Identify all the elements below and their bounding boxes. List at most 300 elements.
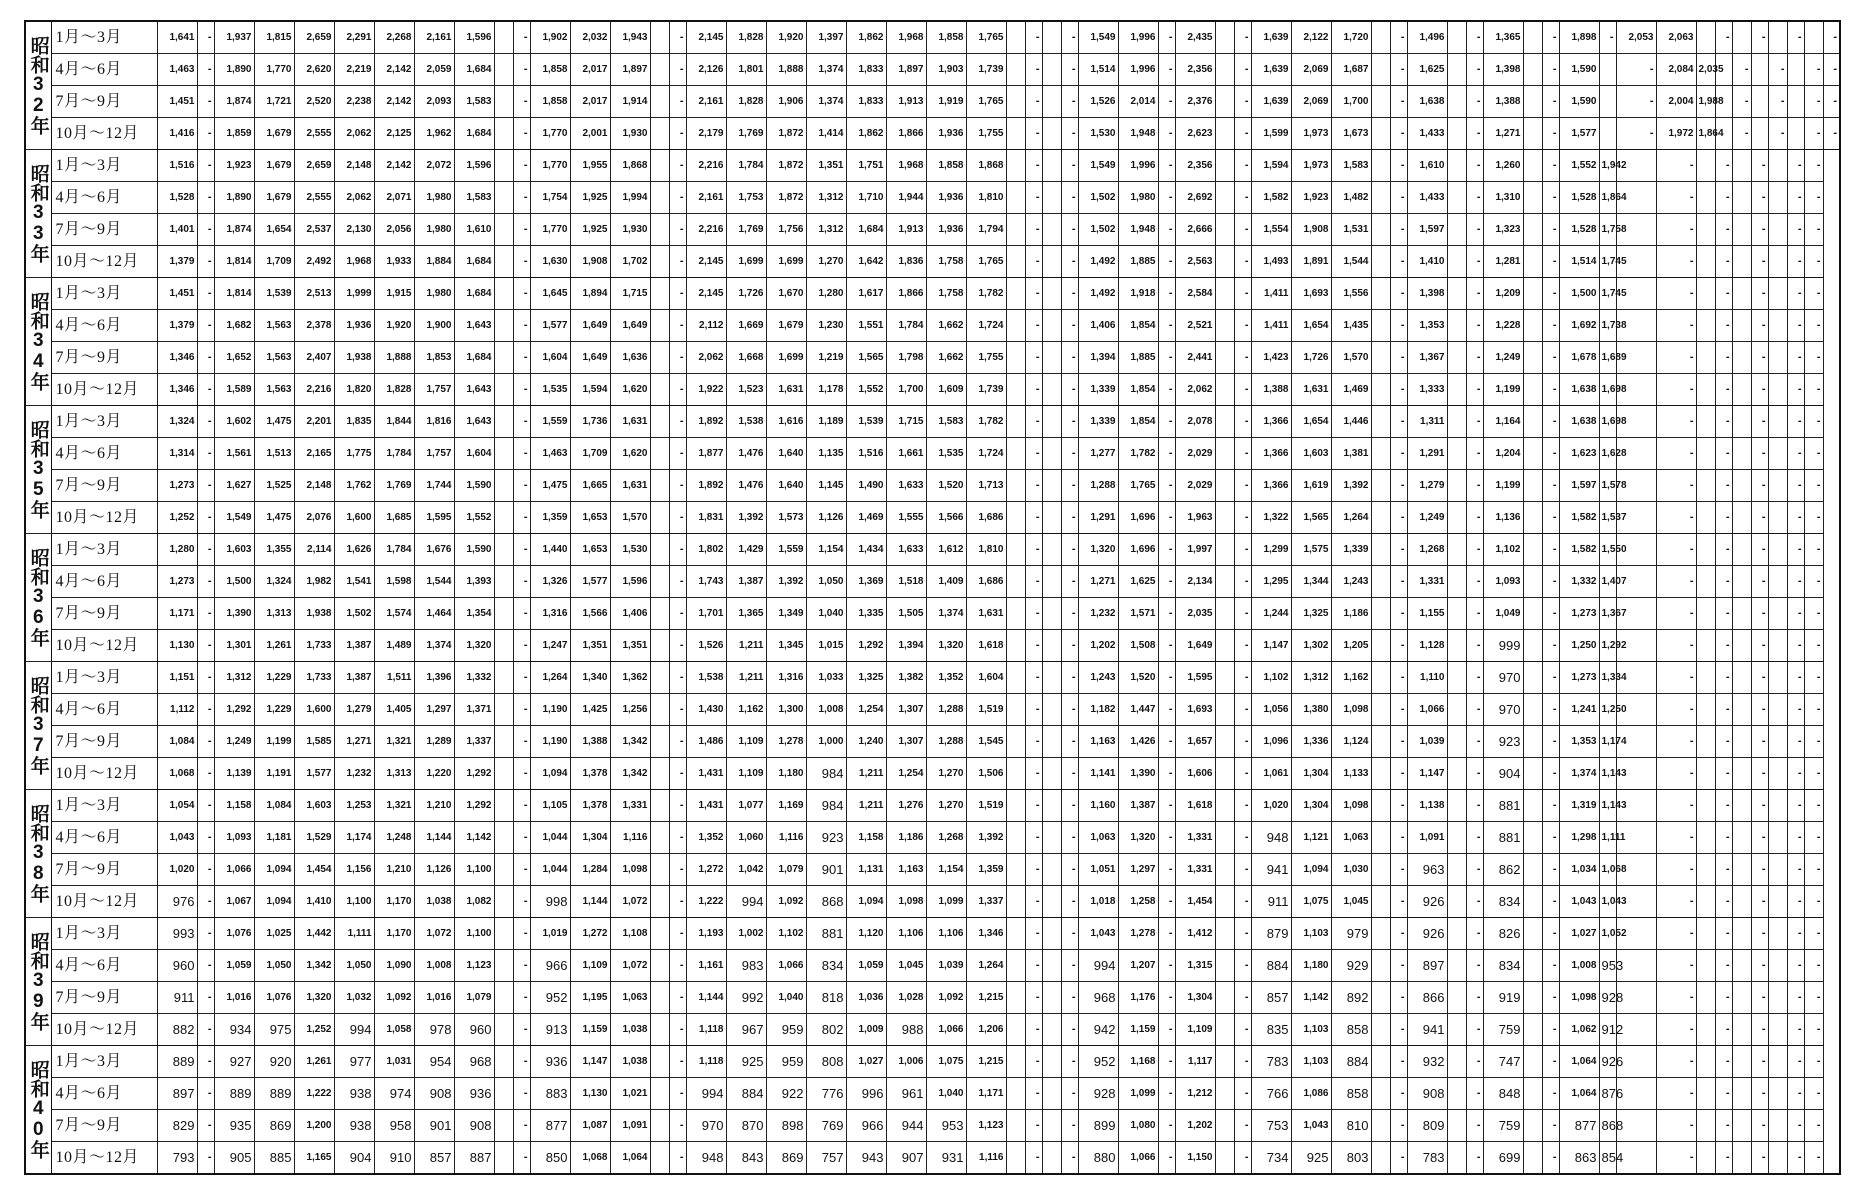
price-cell bbox=[1215, 21, 1234, 54]
price-cell: 920 bbox=[254, 1046, 294, 1078]
price-cell: 912 bbox=[1599, 1014, 1616, 1046]
price-cell: - bbox=[1234, 246, 1251, 278]
price-cell: 1,068 bbox=[1599, 854, 1616, 886]
price-cell: 1,409 bbox=[926, 566, 966, 598]
price-cell bbox=[1006, 630, 1025, 662]
price-cell: 1,662 bbox=[926, 342, 966, 374]
price-cell: - bbox=[1025, 694, 1042, 726]
price-cell: 1,331 bbox=[1175, 854, 1215, 886]
price-cell bbox=[1042, 886, 1061, 918]
price-cell bbox=[1768, 886, 1787, 918]
price-cell: 2,441 bbox=[1175, 342, 1215, 374]
price-cell: - bbox=[1234, 726, 1251, 758]
price-cell: 1,639 bbox=[1251, 21, 1291, 54]
price-cell: 1,669 bbox=[726, 310, 766, 342]
price-cell: 1,679 bbox=[254, 182, 294, 214]
price-cell: 802 bbox=[806, 1014, 846, 1046]
price-cell: - bbox=[513, 726, 530, 758]
price-cell: 1,625 bbox=[1407, 54, 1447, 86]
price-cell: - bbox=[197, 1046, 214, 1078]
price-cell: 1,082 bbox=[454, 886, 494, 918]
price-cell bbox=[494, 598, 513, 630]
price-cell: 1,108 bbox=[610, 918, 650, 950]
price-cell bbox=[1696, 726, 1715, 758]
table-row bbox=[25, 918, 1840, 950]
price-cell: 1,312 bbox=[806, 214, 846, 246]
price-cell bbox=[1447, 566, 1466, 598]
price-cell: - bbox=[1158, 918, 1175, 950]
price-cell bbox=[1768, 1014, 1787, 1046]
price-cell: 1,098 bbox=[610, 854, 650, 886]
price-cell bbox=[1732, 534, 1751, 566]
price-cell bbox=[1787, 86, 1804, 118]
price-cell: 2,148 bbox=[334, 150, 374, 182]
price-cell: - bbox=[1061, 406, 1078, 438]
price-cell: - bbox=[1715, 278, 1732, 310]
price-cell: 1,463 bbox=[157, 54, 197, 86]
price-cell: - bbox=[1542, 246, 1559, 278]
price-cell: 1,036 bbox=[846, 982, 886, 1014]
price-cell bbox=[1732, 502, 1751, 534]
price-cell: 968 bbox=[454, 1046, 494, 1078]
price-cell: 1,412 bbox=[1175, 918, 1215, 950]
price-cell: - bbox=[1025, 982, 1042, 1014]
table-row bbox=[25, 886, 1840, 918]
price-cell bbox=[1006, 1142, 1025, 1175]
price-cell bbox=[1371, 726, 1390, 758]
price-cell: 2,356 bbox=[1175, 150, 1215, 182]
price-cell: 1,571 bbox=[1118, 598, 1158, 630]
price-cell: 1,202 bbox=[1175, 1110, 1215, 1142]
price-cell: 2,291 bbox=[334, 21, 374, 54]
price-cell: 810 bbox=[1331, 1110, 1371, 1142]
price-cell: - bbox=[1234, 502, 1251, 534]
price-cell: 1,143 bbox=[1599, 758, 1616, 790]
price-cell: 1,365 bbox=[726, 598, 766, 630]
price-cell: 2,555 bbox=[294, 182, 334, 214]
price-cell bbox=[1751, 86, 1768, 118]
price-cell: 869 bbox=[254, 1110, 294, 1142]
price-cell: - bbox=[1656, 1078, 1696, 1110]
price-cell: 1,429 bbox=[726, 534, 766, 566]
price-cell: 2,161 bbox=[414, 21, 454, 54]
price-cell: - bbox=[197, 86, 214, 118]
price-cell: 1,366 bbox=[1251, 438, 1291, 470]
price-cell: - bbox=[1804, 694, 1823, 726]
price-cell: 1,733 bbox=[294, 630, 334, 662]
price-cell: 1,561 bbox=[214, 438, 254, 470]
price-cell bbox=[1006, 118, 1025, 150]
price-cell: - bbox=[1787, 1014, 1804, 1046]
price-cell: 876 bbox=[1599, 1078, 1616, 1110]
price-cell: - bbox=[1542, 502, 1559, 534]
price-cell: - bbox=[1768, 54, 1787, 86]
price-cell: - bbox=[1715, 1110, 1732, 1142]
price-cell: 1,833 bbox=[846, 54, 886, 86]
price-cell bbox=[1447, 1014, 1466, 1046]
quarter-label: 4月～6月 bbox=[51, 310, 157, 342]
price-cell bbox=[1371, 854, 1390, 886]
price-cell: 1,271 bbox=[1483, 118, 1523, 150]
price-cell bbox=[1523, 406, 1542, 438]
price-cell bbox=[1768, 21, 1787, 54]
price-cell bbox=[1215, 1142, 1234, 1175]
price-cell: - bbox=[197, 950, 214, 982]
price-cell: - bbox=[1061, 278, 1078, 310]
price-cell: - bbox=[1715, 374, 1732, 406]
price-cell: 1,820 bbox=[334, 374, 374, 406]
price-cell: 897 bbox=[157, 1078, 197, 1110]
price-cell: - bbox=[1804, 342, 1823, 374]
price-cell: 925 bbox=[1291, 1142, 1331, 1175]
price-cell bbox=[1696, 950, 1715, 982]
price-cell: - bbox=[1656, 598, 1696, 630]
price-cell: 1,189 bbox=[806, 406, 846, 438]
price-cell: - bbox=[669, 598, 686, 630]
price-cell: 1,020 bbox=[157, 854, 197, 886]
price-cell bbox=[1447, 278, 1466, 310]
price-cell bbox=[1696, 1014, 1715, 1046]
price-cell bbox=[1696, 918, 1715, 950]
price-cell: 1,170 bbox=[374, 918, 414, 950]
price-cell: - bbox=[1542, 310, 1559, 342]
price-cell: 1,147 bbox=[1251, 630, 1291, 662]
price-cell: - bbox=[1061, 694, 1078, 726]
price-cell: 1,530 bbox=[1078, 118, 1118, 150]
price-cell: 1,505 bbox=[886, 598, 926, 630]
price-cell: 1,365 bbox=[1483, 21, 1523, 54]
price-cell: - bbox=[513, 21, 530, 54]
price-cell: 1,566 bbox=[926, 502, 966, 534]
price-cell: - bbox=[1390, 342, 1407, 374]
table-row bbox=[25, 854, 1840, 886]
price-cell bbox=[494, 630, 513, 662]
price-cell: - bbox=[513, 1142, 530, 1175]
price-cell: 1,884 bbox=[414, 246, 454, 278]
price-cell bbox=[1447, 694, 1466, 726]
price-cell: 1,612 bbox=[926, 534, 966, 566]
price-cell: 977 bbox=[334, 1046, 374, 1078]
price-cell: - bbox=[1656, 1110, 1696, 1142]
price-cell: 1,268 bbox=[1407, 534, 1447, 566]
price-cell: 1,301 bbox=[214, 630, 254, 662]
price-cell: 1,312 bbox=[806, 182, 846, 214]
price-cell bbox=[1371, 182, 1390, 214]
price-cell: 1,835 bbox=[334, 406, 374, 438]
price-cell: 2,125 bbox=[374, 118, 414, 150]
price-cell bbox=[1215, 694, 1234, 726]
price-cell: 1,980 bbox=[414, 214, 454, 246]
price-cell bbox=[650, 1078, 669, 1110]
price-cell: 1,670 bbox=[766, 278, 806, 310]
price-cell bbox=[1215, 982, 1234, 1014]
price-cell: 1,354 bbox=[454, 598, 494, 630]
price-cell bbox=[1523, 342, 1542, 374]
price-cell: 2,062 bbox=[334, 182, 374, 214]
price-cell: 1,210 bbox=[374, 854, 414, 886]
price-cell: 1,625 bbox=[1118, 566, 1158, 598]
price-cell: - bbox=[1715, 662, 1732, 694]
price-cell: 1,938 bbox=[294, 598, 334, 630]
price-cell: 1,434 bbox=[846, 534, 886, 566]
price-cell: 1,885 bbox=[1118, 342, 1158, 374]
price-cell: 934 bbox=[214, 1014, 254, 1046]
price-cell: 1,638 bbox=[1407, 86, 1447, 118]
price-cell: 1,890 bbox=[214, 182, 254, 214]
price-cell: 1,392 bbox=[1331, 470, 1371, 502]
price-cell: 1,298 bbox=[1559, 822, 1599, 854]
price-cell bbox=[1768, 950, 1787, 982]
price-cell: 1,154 bbox=[806, 534, 846, 566]
price-cell: 1,894 bbox=[570, 278, 610, 310]
price-cell: - bbox=[1715, 758, 1732, 790]
price-cell: 1,794 bbox=[966, 214, 1006, 246]
price-cell: - bbox=[1804, 310, 1823, 342]
price-cell: 926 bbox=[1599, 1046, 1616, 1078]
price-cell: - bbox=[513, 182, 530, 214]
price-cell: 1,583 bbox=[454, 86, 494, 118]
price-cell: 2,017 bbox=[570, 86, 610, 118]
price-cell bbox=[1215, 406, 1234, 438]
price-cell: - bbox=[1715, 470, 1732, 502]
price-cell: 1,102 bbox=[1483, 534, 1523, 566]
price-cell bbox=[1042, 310, 1061, 342]
table-row bbox=[25, 470, 1840, 502]
price-cell: 1,701 bbox=[686, 598, 726, 630]
price-cell: - bbox=[1390, 438, 1407, 470]
price-cell: 1,271 bbox=[334, 726, 374, 758]
price-cell bbox=[1447, 182, 1466, 214]
price-cell: 1,103 bbox=[1291, 1014, 1331, 1046]
price-cell: - bbox=[1061, 1046, 1078, 1078]
price-cell: 1,709 bbox=[254, 246, 294, 278]
price-cell bbox=[1042, 86, 1061, 118]
price-cell: 1,868 bbox=[610, 150, 650, 182]
price-cell: 1,240 bbox=[846, 726, 886, 758]
price-cell: 1,064 bbox=[1559, 1046, 1599, 1078]
price-cell bbox=[494, 86, 513, 118]
price-cell bbox=[650, 21, 669, 54]
price-cell: - bbox=[1542, 374, 1559, 406]
price-cell: 1,500 bbox=[1559, 278, 1599, 310]
price-cell: 808 bbox=[806, 1046, 846, 1078]
price-cell: - bbox=[1715, 1142, 1732, 1175]
price-cell: 1,687 bbox=[1331, 54, 1371, 86]
price-cell: - bbox=[1061, 342, 1078, 374]
price-cell: 1,139 bbox=[214, 758, 254, 790]
price-cell: 1,190 bbox=[530, 726, 570, 758]
price-cell: 1,631 bbox=[610, 470, 650, 502]
price-cell: 1,204 bbox=[1483, 438, 1523, 470]
price-cell: - bbox=[1025, 950, 1042, 982]
price-cell: 1,193 bbox=[686, 918, 726, 950]
price-cell: 1,649 bbox=[570, 342, 610, 374]
price-cell: 954 bbox=[414, 1046, 454, 1078]
price-cell: 1,162 bbox=[726, 694, 766, 726]
price-cell bbox=[1042, 246, 1061, 278]
price-cell: 1,906 bbox=[766, 86, 806, 118]
price-cell bbox=[1447, 118, 1466, 150]
price-cell: - bbox=[1466, 406, 1483, 438]
price-cell: - bbox=[1466, 86, 1483, 118]
price-cell: - bbox=[1787, 502, 1804, 534]
price-cell: 2,623 bbox=[1175, 118, 1215, 150]
price-cell: 1,243 bbox=[1078, 662, 1118, 694]
price-cell: - bbox=[1804, 54, 1823, 86]
price-cell: 970 bbox=[1483, 694, 1523, 726]
price-cell: - bbox=[1715, 214, 1732, 246]
price-cell: 1,312 bbox=[1291, 662, 1331, 694]
price-cell: - bbox=[513, 790, 530, 822]
price-cell: - bbox=[1466, 598, 1483, 630]
price-cell: - bbox=[1751, 1110, 1768, 1142]
price-cell: 1,398 bbox=[1483, 54, 1523, 86]
price-cell: 1,582 bbox=[1559, 502, 1599, 534]
price-cell: 1,136 bbox=[1483, 502, 1523, 534]
price-cell: 2,145 bbox=[686, 246, 726, 278]
price-cell: 1,814 bbox=[214, 278, 254, 310]
price-cell bbox=[650, 918, 669, 950]
price-cell: 1,936 bbox=[926, 182, 966, 214]
price-cell bbox=[1696, 21, 1715, 54]
price-cell bbox=[1696, 1046, 1715, 1078]
price-cell: 1,769 bbox=[726, 118, 766, 150]
price-cell: 1,219 bbox=[806, 342, 846, 374]
price-cell: - bbox=[513, 438, 530, 470]
price-cell: 1,147 bbox=[1407, 758, 1447, 790]
price-cell: 1,616 bbox=[766, 406, 806, 438]
price-cell: - bbox=[1804, 1046, 1823, 1078]
price-cell: 1,410 bbox=[1407, 246, 1447, 278]
price-cell: 1,994 bbox=[610, 182, 650, 214]
price-cell: 1,810 bbox=[966, 534, 1006, 566]
price-cell: 1,630 bbox=[530, 246, 570, 278]
price-cell: 843 bbox=[726, 1142, 766, 1175]
price-cell: 1,103 bbox=[1291, 918, 1331, 950]
price-cell: 1,853 bbox=[414, 342, 454, 374]
price-cell bbox=[1215, 662, 1234, 694]
price-cell: - bbox=[513, 1046, 530, 1078]
price-cell: 1,589 bbox=[214, 374, 254, 406]
price-cell bbox=[1523, 438, 1542, 470]
price-cell: - bbox=[1234, 438, 1251, 470]
price-cell: - bbox=[1656, 246, 1696, 278]
price-cell: 1,270 bbox=[926, 790, 966, 822]
price-cell bbox=[1768, 758, 1787, 790]
price-cell: 1,163 bbox=[1078, 726, 1118, 758]
price-cell: - bbox=[1234, 470, 1251, 502]
price-cell bbox=[1215, 438, 1234, 470]
price-cell bbox=[1768, 182, 1787, 214]
price-cell bbox=[1768, 662, 1787, 694]
quarter-label: 10月～12月 bbox=[51, 886, 157, 918]
price-cell: - bbox=[1715, 1078, 1732, 1110]
price-cell bbox=[494, 566, 513, 598]
price-cell bbox=[650, 214, 669, 246]
price-cell: - bbox=[197, 854, 214, 886]
price-cell bbox=[1447, 1046, 1466, 1078]
price-cell: 1,673 bbox=[1331, 118, 1371, 150]
price-cell: 1,264 bbox=[530, 662, 570, 694]
price-cell bbox=[1768, 246, 1787, 278]
price-cell: 1,256 bbox=[610, 694, 650, 726]
price-cell bbox=[1768, 630, 1787, 662]
price-cell: 1,359 bbox=[966, 854, 1006, 886]
price-cell: 1,169 bbox=[766, 790, 806, 822]
price-cell: 1,278 bbox=[1118, 918, 1158, 950]
price-cell: 1,314 bbox=[157, 438, 197, 470]
price-cell: - bbox=[1804, 86, 1823, 118]
price-cell: 783 bbox=[1251, 1046, 1291, 1078]
price-cell: 1,816 bbox=[414, 406, 454, 438]
price-cell bbox=[1447, 662, 1466, 694]
price-cell: 747 bbox=[1483, 1046, 1523, 1078]
price-cell: - bbox=[1158, 54, 1175, 86]
price-cell: - bbox=[1158, 438, 1175, 470]
price-cell: 1,280 bbox=[157, 534, 197, 566]
price-cell: 1,713 bbox=[966, 470, 1006, 502]
price-cell: 1,908 bbox=[1291, 214, 1331, 246]
price-cell: 757 bbox=[806, 1142, 846, 1175]
price-cell bbox=[1523, 790, 1542, 822]
price-cell: - bbox=[1390, 726, 1407, 758]
price-cell: 2,584 bbox=[1175, 278, 1215, 310]
price-cell: 1,273 bbox=[157, 470, 197, 502]
price-cell: - bbox=[197, 470, 214, 502]
price-cell bbox=[1371, 118, 1390, 150]
price-cell: - bbox=[1804, 534, 1823, 566]
price-cell: 1,346 bbox=[157, 374, 197, 406]
price-cell: 1,844 bbox=[374, 406, 414, 438]
price-cell: 1,518 bbox=[886, 566, 926, 598]
price-cell: - bbox=[197, 1014, 214, 1046]
price-cell: 1,684 bbox=[454, 118, 494, 150]
price-cell: 1,028 bbox=[886, 982, 926, 1014]
price-cell: 1,643 bbox=[454, 374, 494, 406]
price-cell: - bbox=[1234, 566, 1251, 598]
price-cell: - bbox=[1390, 822, 1407, 854]
price-cell: 1,288 bbox=[1078, 470, 1118, 502]
price-cell bbox=[1523, 982, 1542, 1014]
price-cell: 1,425 bbox=[570, 694, 610, 726]
price-cell bbox=[1006, 950, 1025, 982]
quarter-label: 7月～9月 bbox=[51, 854, 157, 886]
price-cell: 1,937 bbox=[214, 21, 254, 54]
table-row bbox=[25, 534, 1840, 566]
price-cell: 1,918 bbox=[1118, 278, 1158, 310]
price-cell: - bbox=[1466, 982, 1483, 1014]
price-cell: - bbox=[1787, 310, 1804, 342]
price-cell: - bbox=[1158, 21, 1175, 54]
price-cell: 1,743 bbox=[686, 566, 726, 598]
price-cell: 1,072 bbox=[610, 950, 650, 982]
price-cell: 1,339 bbox=[1078, 374, 1118, 406]
price-cell: 1,304 bbox=[1175, 982, 1215, 1014]
price-cell: - bbox=[669, 310, 686, 342]
price-cell bbox=[1006, 21, 1025, 54]
price-cell: - bbox=[1390, 918, 1407, 950]
price-cell bbox=[1042, 278, 1061, 310]
price-cell: - bbox=[1466, 310, 1483, 342]
price-cell: 1,034 bbox=[1559, 854, 1599, 886]
price-cell: 1,603 bbox=[214, 534, 254, 566]
price-cell: 936 bbox=[454, 1078, 494, 1110]
price-cell: 1,056 bbox=[1251, 694, 1291, 726]
price-cell bbox=[1006, 790, 1025, 822]
price-cell: - bbox=[1158, 1046, 1175, 1078]
price-cell: - bbox=[1542, 54, 1559, 86]
price-cell bbox=[650, 662, 669, 694]
